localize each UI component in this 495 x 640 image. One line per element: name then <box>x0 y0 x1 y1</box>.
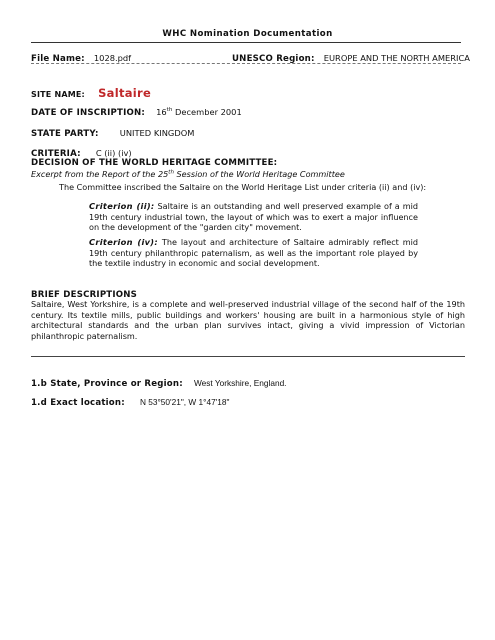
section-rule <box>31 356 465 357</box>
state-province-value: West Yorkshire, England. <box>193 378 287 388</box>
inscription-row <box>31 100 242 119</box>
criterion-ii-paragraph: Criterion (ii): Saltaire is an outstanding and well preserved example of a mid 19th century industrial town, the layout of which was to exert a major influence on the development of the "garden city" movement. <box>89 201 418 233</box>
exact-location-label: 1.d Exact location: <box>31 398 125 408</box>
site-name-label: SITE NAME: <box>31 90 85 99</box>
state-province-row <box>31 371 287 390</box>
site-name-row <box>31 82 151 101</box>
criteria-label: CRITERIA: <box>31 149 81 159</box>
brief-heading: BRIEF DESCRIPTIONS <box>31 290 138 300</box>
exact-location-value: N 53°50'21", W 1°47'18" <box>139 397 230 407</box>
inscription-label: DATE OF INSCRIPTION: <box>31 108 146 118</box>
state-province-label: 1.b State, Province or Region: <box>31 379 183 389</box>
brief-text: Saltaire, West Yorkshire, is a complete and well-preserved industrial village of the second half of the 19th century. Its textile mills, public buildings and workers' housing are built in a harmonious style of high architectural standards and the urban plan survives intact, giving a vivid impression of Victorian philanthropic paternalism. <box>31 299 465 341</box>
decision-heading: DECISION OF THE WORLD HERITAGE COMMITTEE: <box>31 158 278 168</box>
inscription-value: 16th December 2001 <box>156 107 242 117</box>
state-party-label: STATE PARTY: <box>31 129 99 139</box>
header-rule <box>31 42 461 43</box>
site-name-value: Saltaire <box>98 86 152 100</box>
criterion-ii-label: Criterion (ii): <box>89 201 155 211</box>
criterion-iv-label: Criterion (iv): <box>89 237 159 247</box>
document-header: WHC Nomination Documentation <box>162 29 333 39</box>
unesco-region-label: UNESCO Region: <box>232 54 315 64</box>
dashed-rule <box>31 63 461 64</box>
decision-excerpt: Excerpt from the Report of the 25th Session of the World Heritage Committee <box>31 169 345 179</box>
unesco-region-value: EUROPE AND THE NORTH AMERICA <box>323 53 470 63</box>
state-party-row <box>31 121 194 140</box>
decision-intro: The Committee inscribed the Saltaire on the World Heritage List under criteria (ii) and (iv): <box>59 182 427 192</box>
file-name-value: 1028.pdf <box>93 53 132 63</box>
criteria-value: C (ii) (iv) <box>95 148 132 158</box>
file-name-label: File Name: <box>31 54 85 64</box>
criterion-iv-paragraph: Criterion (iv): The layout and architecture of Saltaire admirably reflect mid 19th century philanthropic paternalism, as well as the important role played by the textile industry in economic and social development. <box>89 237 419 269</box>
exact-location-row <box>31 390 229 409</box>
state-party-value: UNITED KINGDOM <box>119 128 195 138</box>
